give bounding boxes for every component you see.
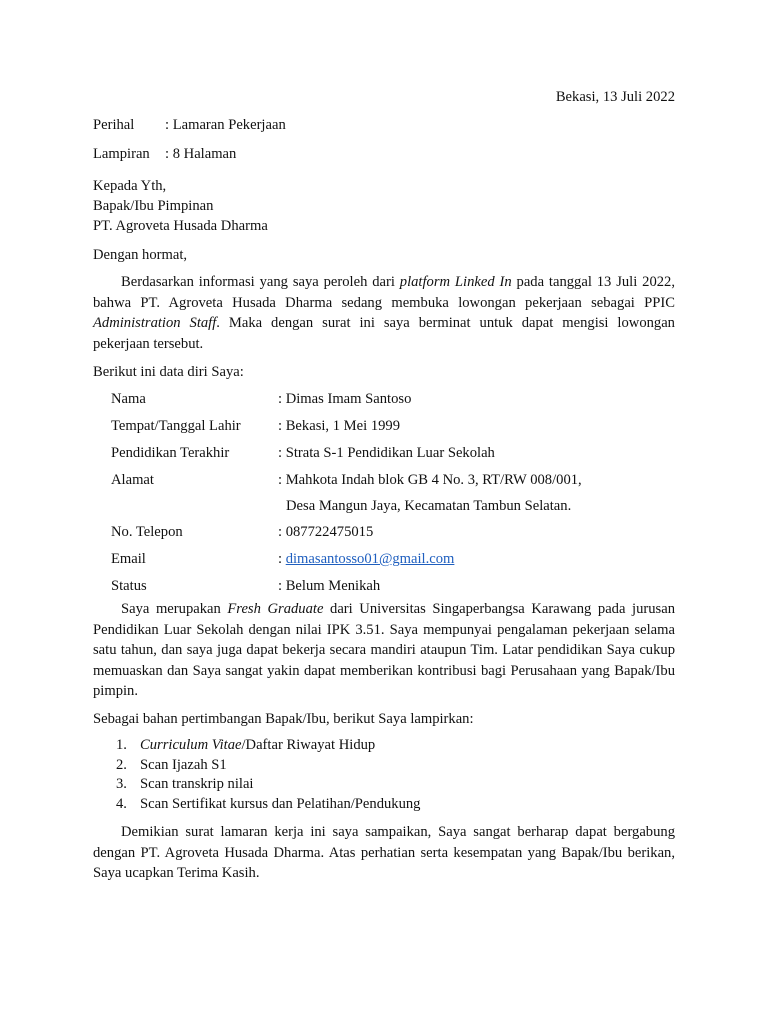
attachment-value: : 8 Halaman: [165, 146, 237, 162]
data-value: : Strata S-1 Pendidikan Luar Sekolah: [278, 445, 495, 461]
recipient-line-2: Bapak/Ibu Pimpinan: [93, 198, 214, 214]
intro-text-1: Berdasarkan informasi yang saya peroleh dari: [121, 274, 400, 290]
email-link[interactable]: dimasantosso01@gmail.com: [285, 551, 455, 567]
list-text: Scan Sertifikat kursus dan Pelatihan/Pendukung: [140, 795, 421, 812]
intro-position: Administration Staff: [93, 315, 217, 331]
closing-text: Demikian surat lamaran kerja ini saya sampaikan, Saya sangat berharap dapat bergabung dengan PT. Agroveta Husada Dharma. Atas perhatian serta kesempatan yang Bapak/Ibu berikan, Saya ucapkan Terima Kasih.: [93, 824, 675, 881]
experience-fresh-graduate: Fresh Graduate: [227, 601, 324, 617]
data-value: : 087722475015: [278, 524, 374, 540]
experience-text-2: dari Universitas Singaperbangsa Karawang pada jurusan Pendidikan Luar Sekolah dengan nilai IPK 3.51. Saya mempunyai pengalaman pekerjaan selama satu tahun, dan saya juga dapat bekerja secara mandiri ataupun Tim. Latar pendidikan Saya cukup memuaskan dan Saya sangat yakin dapat memberikan kontribusi bagi Perusahaan yang Bapak/Ibu pimpin.: [93, 601, 676, 699]
list-item: [116, 795, 420, 815]
data-value: Desa Mangun Jaya, Kecamatan Tambun Selatan.: [286, 498, 572, 514]
attachments-list: [116, 736, 420, 814]
data-heading: Berikut ini data diri Saya:: [93, 364, 244, 380]
intro-paragraph: [93, 272, 675, 354]
data-label: Email: [111, 551, 146, 567]
recipient-line-3: PT. Agroveta Husada Dharma: [93, 218, 268, 234]
data-value: : Mahkota Indah blok GB 4 No. 3, RT/RW 008/001,: [278, 472, 582, 488]
list-text: Scan Ijazah S1: [140, 756, 227, 773]
intro-text-3: . Maka dengan surat ini saya berminat untuk dapat mengisi lowongan pekerjaan tersebut.: [93, 315, 675, 352]
place-date: Bekasi, 13 Juli 2022: [555, 89, 675, 105]
data-value: [278, 550, 454, 568]
email-prefix: :: [278, 551, 286, 567]
list-number: 4.: [116, 795, 127, 812]
data-label: Status: [111, 578, 147, 594]
intro-platform: platform Linked In: [399, 274, 512, 290]
data-value: : Belum Menikah: [278, 578, 381, 594]
attachments-heading: Sebagai bahan pertimbangan Bapak/Ibu, berikut Saya lampirkan:: [93, 711, 474, 727]
list-number: 2.: [116, 756, 127, 773]
recipient-line-1: Kepada Yth,: [93, 178, 167, 194]
list-number: 3.: [116, 776, 127, 792]
data-label: Alamat: [111, 472, 154, 488]
list-number: 1.: [116, 737, 127, 753]
closing-paragraph: [93, 822, 675, 884]
data-label: Tempat/Tanggal Lahir: [111, 418, 241, 434]
data-label: Nama: [111, 391, 146, 407]
list-text: Scan transkrip nilai: [140, 776, 254, 792]
subject-value: : Lamaran Pekerjaan: [165, 117, 286, 133]
list-item: [116, 736, 420, 756]
data-value: : Bekasi, 1 Mei 1999: [278, 418, 401, 434]
attachment-label: Lampiran: [93, 146, 150, 162]
data-value: : Dimas Imam Santoso: [278, 391, 412, 407]
experience-text-1: Saya merupakan: [121, 601, 228, 617]
experience-paragraph: [93, 599, 675, 702]
list-item: [116, 756, 420, 776]
intro-text-2: pada tanggal 13 Juli 2022, bahwa PT. Agroveta Husada Dharma sedang membuka lowongan pekerjaan sebagai PPIC: [93, 274, 675, 311]
subject-label: Perihal: [93, 117, 135, 133]
data-label: Pendidikan Terakhir: [111, 445, 230, 461]
list-item: [116, 775, 420, 795]
greeting: Dengan hormat,: [93, 247, 188, 263]
list-italic: Curriculum Vitae: [140, 737, 242, 753]
data-label: No. Telepon: [111, 524, 183, 540]
list-text: /Daftar Riwayat Hidup: [241, 737, 376, 753]
